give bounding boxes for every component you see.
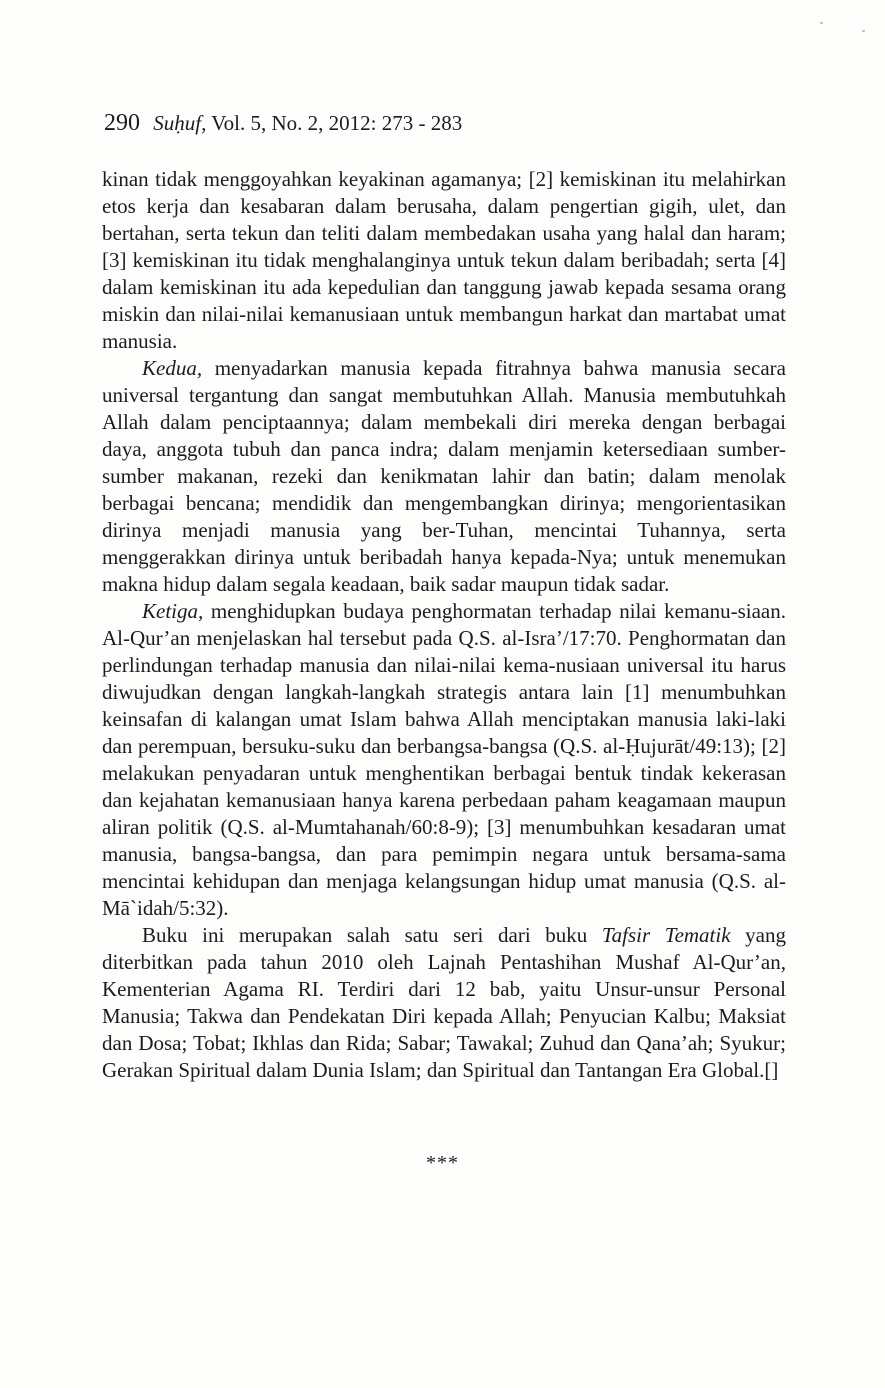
book-title: Tafsir Tematik <box>601 923 731 947</box>
paragraph-4-text: yang diterbitkan pada tahun 2010 oleh Lajnah Pentashihan Mushaf Al-Qur’an, Kementerian Agama RI. Terdiri dari 12 bab, yaitu Unsur-unsur Personal Manusia; Takwa dan Pendekatan Diri kepada Allah; Penyucian Kalbu; Maksiat dan Dosa; Tobat; Ikhlas dan Rida; Sabar; Tawakal; Zuhud dan Qana’ah; Syukur; Gerakan Spiritual dalam Dunia Islam; dan Spiritual dan Tantangan Era Global.[] <box>102 923 786 1082</box>
paragraph-4 <box>102 922 786 1084</box>
paragraph-1 <box>102 166 786 355</box>
section-separator: *** <box>426 1152 459 1174</box>
body-text <box>102 166 786 1084</box>
journal-name: Suḥuf, <box>153 111 207 135</box>
paragraph-3-lead: Ketiga, <box>142 599 204 623</box>
running-header <box>104 110 462 136</box>
paragraph-2-lead: Kedua, <box>142 356 203 380</box>
paragraph-3-text: menghidupkan budaya penghormatan terhadap nilai kemanu-siaan. Al-Qur’an menjelaskan hal tersebut pada Q.S. al-Isra’/17:70. Penghormatan dan perlindungan terhadap manusia dan nilai-nilai kema-nusiaan universal itu harus diwujudkan dengan langkah-langkah strategis antara lain [1] menumbuhkan keinsafan di kalangan umat Islam bahwa Allah menciptakan manusia laki-laki dan perempuan, bersuku-suku dan berbangsa-bangsa (Q.S. al-Ḥujurāt/49:13); [2] melakukan penyadaran untuk menghentikan berbagai bentuk tindak kekerasan dan kejahatan kemanusiaan hanya karena perbedaan paham keagamaan maupun aliran politik (Q.S. al-Mumtahanah/60:8-9); [3] menumbuhkan kesadaran umat manusia, bangsa-bangsa, dan para pemimpin negara untuk bersama-sama mencintai kehidupan dan menjaga kelangsungan hidup umat manusia (Q.S. al-Mā`idah/5:32). <box>102 599 786 920</box>
paragraph-3 <box>102 598 786 922</box>
paragraph-2-text: menyadarkan manusia kepada fitrahnya bahwa manusia secara universal tergantung dan sangat membutuhkan Allah. Manusia membutuhkah Allah dalam penciptaannya; dalam membekali diri mereka dengan berbagai daya, anggota tubuh dan panca indra; dalam menjamin ketersediaan sumber-sumber makanan, rezeki dan kenikmatan lahir dan batin; dalam menolak berbagai bencana; mendidik dan mengembangkan dirinya; mengorientasikan dirinya menjadi manusia yang ber-Tuhan, mencintai Tuhannya, serta menggerakkan dirinya untuk beribadah hanya kepada-Nya; untuk menemukan makna hidup dalam segala keadaan, baik sadar maupun tidak sadar. <box>102 356 786 596</box>
paragraph-1-text: kinan tidak menggoyahkan keyakinan agamanya; [2] kemiskinan itu melahirkan etos kerja dan kesabaran dalam berusaha, dalam pengertian gigih, ulet, dan bertahan, serta tekun dan teliti dalam membedakan usaha yang halal dan haram; [3] kemiskinan itu tidak menghalanginya untuk tekun dalam beribadah; serta [4] dalam kemiskinan itu ada kepedulian dan tanggung jawab kepada sesama orang miskin dan nilai-nilai kemanusiaan untuk membangun harkat dan martabat umat manusia. <box>102 167 786 353</box>
paragraph-2 <box>102 355 786 598</box>
page-number: 290 <box>104 110 140 136</box>
journal-citation: Vol. 5, No. 2, 2012: 273 - 283 <box>211 111 463 135</box>
scan-speck <box>862 30 865 32</box>
scan-speck <box>820 22 823 24</box>
paragraph-4-before: Buku ini merupakan salah satu seri dari buku <box>142 923 602 947</box>
